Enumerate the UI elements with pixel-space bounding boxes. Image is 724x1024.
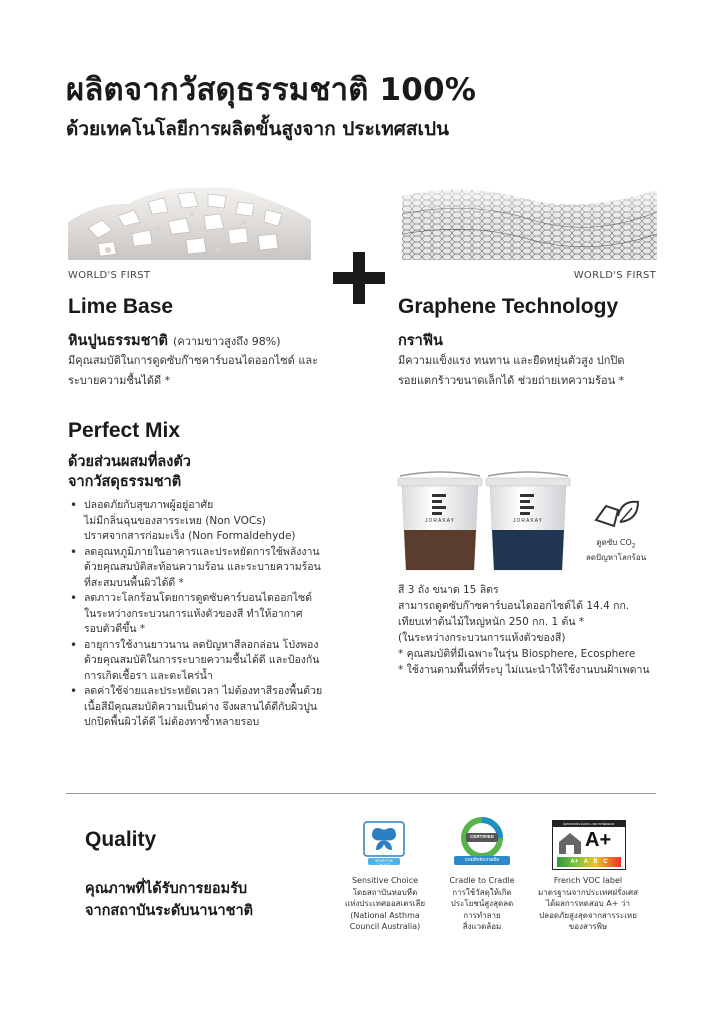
bullet-line: ไม่มีกลิ่นฉุนของสารระเหย (Non VOCs) bbox=[84, 514, 266, 527]
bullet-line: ที่สะสมบนพื้นผิวได้ดี * bbox=[84, 576, 184, 589]
cert-caption-line: ของสารพิษ bbox=[568, 922, 608, 931]
product-info bbox=[398, 582, 698, 678]
cert-caption-line: Sensitive Choice bbox=[351, 876, 419, 885]
cert-caption-line: Council Australia) bbox=[349, 922, 421, 931]
mix-bullet bbox=[70, 545, 355, 592]
cert-caption-line: สิ่งแวดล้อม bbox=[462, 922, 502, 931]
cert-caption-line: แห่งประเทศออสเตรเลีย bbox=[344, 899, 426, 908]
bullet-line: ปราศจากสารก่อมะเร็ง (Non Formaldehyde) bbox=[84, 530, 296, 542]
plus-icon bbox=[333, 252, 385, 304]
product-info-line: * ใช้งานตามพื้นที่ที่ระบุ ไม่แนะนำให้ใช้งานบนฝ้าเพดาน bbox=[398, 664, 650, 676]
lime-th-title bbox=[68, 329, 281, 352]
bullet-line: ด้วยคุณสมบัติสะท้อนความร้อน และระบายความร้อน bbox=[84, 561, 321, 573]
lime-th-paren: (ความขาวสูงถึง 98%) bbox=[173, 335, 281, 348]
graphene-desc-line: รอยแตกร้าวขนาดเล็กได้ ช่วยถ่ายเทความร้อน * bbox=[398, 374, 625, 387]
lime-description bbox=[68, 351, 348, 391]
graphene-description bbox=[398, 351, 678, 391]
cert-sensitive-choice-caption bbox=[330, 875, 440, 933]
voc-grades-scale: A+ A B C bbox=[570, 859, 608, 865]
limestone-image bbox=[68, 180, 311, 260]
co2-caption-1: ดูดซับ CO bbox=[596, 538, 632, 547]
cert-caption-line: ประโยชน์สูงสุดลด bbox=[450, 899, 514, 908]
graphene-desc-line: มีความแข็งแรง ทนทาน และยืดหยุ่นตัวสูง ปกปิด bbox=[398, 354, 625, 367]
mix-title: Perfect Mix bbox=[68, 419, 181, 442]
quality-title: Quality bbox=[85, 828, 157, 851]
quality-sub-line: จากสถาบันระดับนานาชาติ bbox=[85, 903, 254, 919]
lime-tag: WORLD'S FIRST bbox=[68, 270, 151, 281]
cert-c2c-caption bbox=[425, 875, 539, 933]
quality-sub-line: คุณภาพที่ได้รับการยอมรับ bbox=[85, 881, 248, 897]
cert-caption-line: การทำลาย bbox=[463, 910, 501, 920]
page-subtitle: ด้วยเทคโนโลยีการผลิตขั้นสูงจาก ประเทศสเปน bbox=[66, 118, 449, 140]
mix-bullet bbox=[70, 591, 355, 638]
bullet-line: ในระหว่างกระบวนการแห้งตัวของสี ทำให้อากาศ bbox=[84, 607, 303, 620]
bullet-line: • ปลอดภัยกับสุขภาพผู้อยู่อาศัย bbox=[84, 499, 214, 511]
cert-caption-line: การใช้วัสดุให้เกิด bbox=[452, 887, 512, 897]
product-buckets-image bbox=[392, 470, 582, 574]
lime-desc-line: มีคุณสมบัติในการดูดซับก๊าซคาร์บอนไดออกไซด์ และ bbox=[68, 354, 319, 367]
mix-bullet bbox=[70, 638, 355, 685]
mix-bullet bbox=[70, 684, 355, 731]
graphene-image bbox=[402, 176, 657, 260]
bucket-brand: JORAKAY bbox=[513, 518, 543, 524]
graphene-th-title: กราฟีน bbox=[398, 333, 443, 349]
lime-desc-line: ระบายความชื้นได้ดี * bbox=[68, 374, 171, 387]
graphene-title: Graphene Technology bbox=[398, 295, 619, 318]
bullet-line: • อายุการใช้งานยาวนาน ลดปัญหาสีลอกล่อน โป่งพอง bbox=[84, 638, 319, 651]
bullet-line: • ลดภาวะโลกร้อนโดยการดูดซับคาร์บอนไดออกไซด์ bbox=[84, 592, 313, 604]
voc-grade: A+ bbox=[585, 829, 612, 851]
bullet-line: • ลดอุณหภูมิภายในอาคารและประหยัดการใช้พลังงาน bbox=[84, 545, 320, 558]
section-divider bbox=[66, 793, 656, 794]
bullet-line: • ลดค่าใช้จ่ายและประหยัดเวลา ไม่ต้องทาสีรองพื้นด้วย bbox=[84, 685, 323, 697]
mix-th-title bbox=[68, 452, 191, 492]
co2-leaf-icon bbox=[592, 496, 642, 536]
graphene-tag: WORLD'S FIRST bbox=[573, 270, 656, 281]
co2-sub: 2 bbox=[631, 542, 636, 550]
house-icon bbox=[557, 830, 583, 856]
co2-caption-2: ลดปัญหาโลกร้อน bbox=[585, 552, 647, 562]
cert-caption-line: French VOC label bbox=[553, 876, 623, 885]
mix-bullet-list bbox=[70, 498, 355, 731]
sensitive-choice-logo bbox=[362, 820, 406, 866]
lime-title: Lime Base bbox=[68, 295, 174, 318]
co2-badge-caption bbox=[560, 537, 672, 563]
cert-french-voc-caption bbox=[532, 875, 644, 933]
mix-th-line: ด้วยส่วนผสมที่ลงตัว bbox=[68, 454, 191, 470]
bullet-line: เนื้อสีมีคุณสมบัติความเป็นด่าง จึงผสานได้ดีกับผิวปูน bbox=[84, 700, 318, 713]
bullet-line: ด้วยคุณสมบัติในการระบายความชื้นได้ดี และป้องกัน bbox=[84, 654, 320, 666]
sensitive-choice-logo-text: SENSITIVE CHOICE bbox=[374, 859, 394, 867]
bucket-brand: JORAKAY bbox=[425, 518, 455, 524]
bullet-line: ปกปิดพื้นผิวได้ดี ไม่ต้องทาซ้ำหลายรอบ bbox=[84, 716, 260, 728]
c2c-certified-text: CERTIFIED bbox=[470, 834, 494, 839]
french-voc-logo bbox=[552, 820, 626, 870]
bullet-line: การเกิดเชื้อรา และตะไคร่น้ำ bbox=[84, 669, 213, 682]
cradle-to-cradle-logo bbox=[450, 816, 514, 866]
cert-caption-line: Cradle to Cradle bbox=[449, 876, 515, 885]
bullet-line: รอบตัวดีขึ้น * bbox=[84, 623, 146, 635]
product-info-line: สามารถดูดซับก๊าซคาร์บอนไดออกไซด์ได้ 14.4 กก. bbox=[398, 600, 630, 612]
product-info-line: เทียบเท่าต้นไม้ใหญ่หนัก 250 กก. 1 ต้น * bbox=[398, 616, 585, 628]
quality-subtitle bbox=[85, 878, 253, 922]
cert-caption-line: (National Asthma bbox=[350, 910, 420, 920]
cert-caption-line: โดยสถาบันหอบหืด bbox=[352, 887, 418, 897]
page-title: ผลิตจากวัสดุธรรมชาติ 100% bbox=[66, 72, 477, 108]
lime-th-name: หินปูนธรรมชาติ bbox=[68, 333, 168, 349]
mix-th-line: จากวัสดุธรรมชาติ bbox=[68, 474, 182, 490]
product-info-line: สี 3 ถัง ขนาด 15 ลิตร bbox=[398, 584, 499, 596]
c2c-logo-text: cradletocradle bbox=[464, 857, 500, 863]
cert-caption-line: ปลอดภัยสูงสุดจากสารระเหย bbox=[539, 910, 637, 920]
voc-logo-text: ÉMISSIONS DANS L'AIR INTÉRIEUR bbox=[563, 822, 615, 826]
product-info-line: * คุณสมบัติที่มีเฉพาะในรุ่น Biosphere, Ecosphere bbox=[398, 648, 636, 660]
product-info-line: (ในระหว่างกระบวนการแห้งตัวของสี) bbox=[398, 632, 566, 644]
cert-caption-line: มาตรฐานจากประเทศฝรั่งเศส bbox=[538, 887, 638, 897]
cert-caption-line: ได้ผลการทดสอบ A+ ว่า bbox=[546, 899, 630, 908]
mix-bullet bbox=[70, 498, 355, 545]
